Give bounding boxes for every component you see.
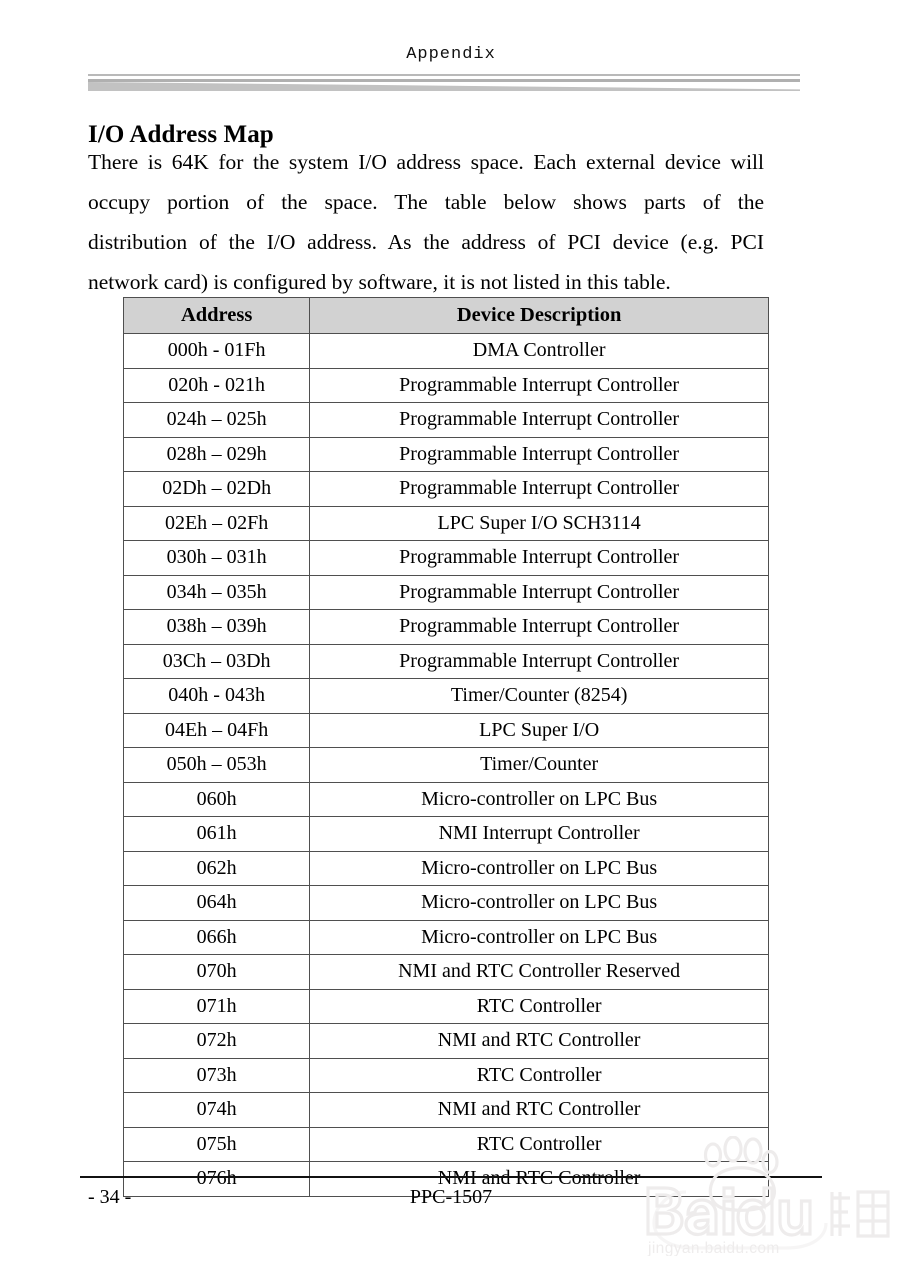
cell-address: 02Eh – 02Fh [124,506,310,541]
table-row [124,955,769,990]
table-row [124,334,769,369]
table-row [124,886,769,921]
table-row [124,989,769,1024]
footer-divider [80,1176,822,1178]
cell-device-description: Programmable Interrupt Controller [310,437,769,472]
column-header-device-description: Device Description [310,298,769,334]
cell-address: 072h [124,1024,310,1059]
cell-address: 040h - 043h [124,679,310,714]
cell-device-description: Programmable Interrupt Controller [310,610,769,645]
cell-device-description: Micro-controller on LPC Bus [310,886,769,921]
table-row [124,1024,769,1059]
cell-device-description: DMA Controller [310,334,769,369]
table-row [124,1093,769,1128]
cell-device-description: Programmable Interrupt Controller [310,541,769,576]
table-body [124,334,769,1197]
header-decorative-rule [88,74,802,92]
table-row [124,713,769,748]
table-row [124,1058,769,1093]
table-row [124,541,769,576]
cell-device-description: Micro-controller on LPC Bus [310,782,769,817]
cell-address: 073h [124,1058,310,1093]
column-header-address: Address [124,298,310,334]
page-title: I/O Address Map [88,120,274,148]
io-address-table [123,297,769,1197]
table-row [124,403,769,438]
table-row [124,437,769,472]
cell-device-description: RTC Controller [310,989,769,1024]
watermark-url: jingyan.baidu.com [648,1240,780,1256]
paragraph-line: There is 64K for the system I/O address space. Each external device will [88,150,764,174]
cell-address: 070h [124,955,310,990]
table-row [124,1127,769,1162]
cell-address: 028h – 029h [124,437,310,472]
table-row [124,782,769,817]
cell-address: 024h – 025h [124,403,310,438]
cell-address: 050h – 053h [124,748,310,783]
cell-device-description: Micro-controller on LPC Bus [310,851,769,886]
paragraph-line: occupy portion of the space. The table below shows parts of the [88,190,764,214]
cell-device-description: Programmable Interrupt Controller [310,575,769,610]
cell-device-description: NMI and RTC Controller [310,1093,769,1128]
cell-address: 04Eh – 04Fh [124,713,310,748]
table-row [124,748,769,783]
cell-device-description: Programmable Interrupt Controller [310,403,769,438]
cell-device-description: NMI Interrupt Controller [310,817,769,852]
cell-address: 064h [124,886,310,921]
cell-address: 038h – 039h [124,610,310,645]
footer-page-number: - 34 - [88,1186,132,1208]
cell-device-description: Timer/Counter [310,748,769,783]
cell-address: 066h [124,920,310,955]
cell-address: 062h [124,851,310,886]
cell-device-description: Programmable Interrupt Controller [310,368,769,403]
cell-address: 060h [124,782,310,817]
table-row [124,817,769,852]
cell-address: 02Dh – 02Dh [124,472,310,507]
cell-device-description: LPC Super I/O SCH3114 [310,506,769,541]
table-row [124,610,769,645]
table-row [124,506,769,541]
header-rule-line-mid [88,79,800,82]
paragraph-line: network card) is configured by software, it is not listed in this table. [88,270,671,294]
cell-device-description: LPC Super I/O [310,713,769,748]
cell-address: 03Ch – 03Dh [124,644,310,679]
cell-address: 071h [124,989,310,1024]
cell-address: 030h – 031h [124,541,310,576]
table-header [124,298,769,334]
table-header-row [124,298,769,334]
cell-address: 000h - 01Fh [124,334,310,369]
cell-device-description: NMI and RTC Controller [310,1024,769,1059]
cell-device-description: RTC Controller [310,1058,769,1093]
cell-address: 020h - 021h [124,368,310,403]
cell-address: 034h – 035h [124,575,310,610]
cell-device-description: Micro-controller on LPC Bus [310,920,769,955]
header-rule-shadow-wedge [88,82,800,91]
footer-model-name: PPC-1507 [409,1186,493,1208]
table-row [124,575,769,610]
intro-paragraph [88,142,764,302]
running-header [0,44,902,66]
running-header-text: Appendix [406,45,496,64]
cell-device-description: Programmable Interrupt Controller [310,644,769,679]
table-row [124,851,769,886]
cell-device-description: RTC Controller [310,1127,769,1162]
table-row [124,920,769,955]
cell-address: 075h [124,1127,310,1162]
cell-address: 076h [124,1162,310,1197]
cell-device-description: Programmable Interrupt Controller [310,472,769,507]
table-row [124,368,769,403]
table-row [124,644,769,679]
header-rule-line-top [88,74,800,76]
table-row [124,679,769,714]
cell-address: 061h [124,817,310,852]
cell-device-description: NMI and RTC Controller Reserved [310,955,769,990]
cell-device-description: NMI and RTC Controller [310,1162,769,1197]
cell-device-description: Timer/Counter (8254) [310,679,769,714]
table-row [124,472,769,507]
paragraph-line: distribution of the I/O address. As the address of PCI device (e.g. PCI [88,230,764,254]
cell-address: 074h [124,1093,310,1128]
